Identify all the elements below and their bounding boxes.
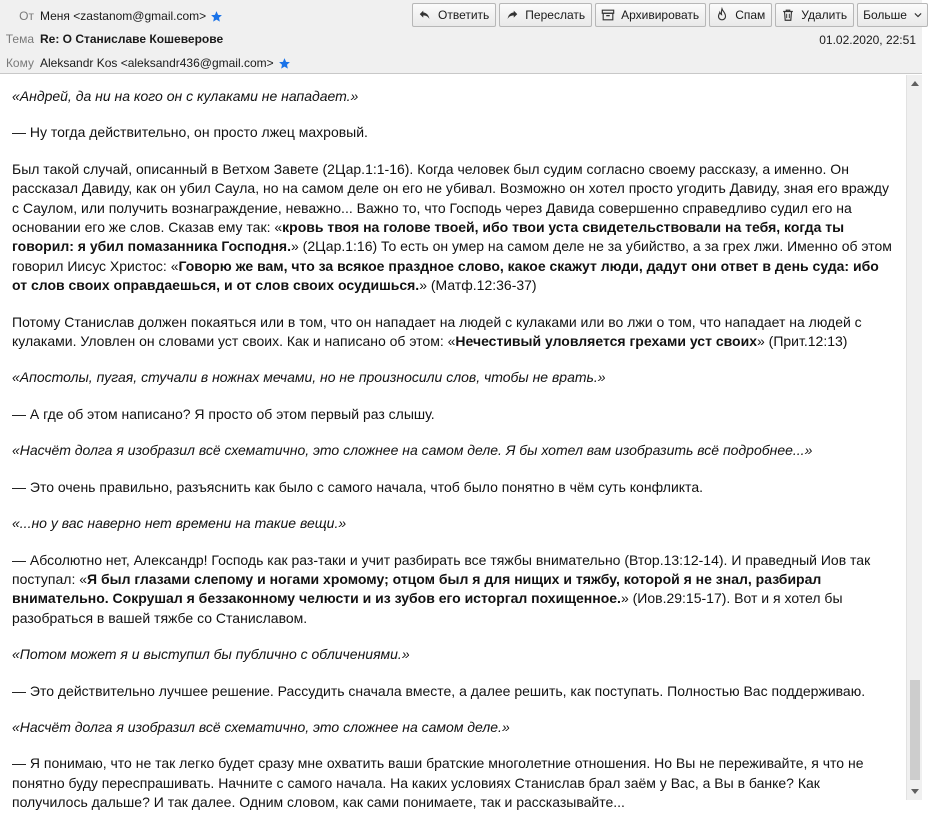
delete-button[interactable]	[775, 3, 854, 27]
quote-paragraph: «...но у вас наверно нет времени на такие вещи.»	[12, 515, 347, 532]
reply-paragraph: — А где об этом написано? Я просто об этом первый раз слышу.	[12, 405, 435, 422]
reply-button[interactable]	[412, 3, 496, 27]
forward-button[interactable]	[499, 3, 592, 27]
reply-paragraph: — Ну тогда действительно, он просто лжец махровый.	[12, 124, 368, 141]
flame-icon	[715, 8, 729, 22]
from-label: От	[19, 9, 34, 23]
forward-label: Переслать	[525, 8, 586, 22]
reply-paragraph: Потому Станислав должен покаяться или в том, что он нападает на людей с кулаками или во лжи о том, что нападает на людей с кулаками. Уловлен он словами уст своих. Как и написано об этом: «Нечестивый уловляется грехами уст своих» (Прит.12:13)	[12, 313, 862, 350]
reply-paragraph: — Я понимаю, что не так легко будет сразу мне охватить ваши братские многолетние отношения. Но Вы не переживайте, я что не понятно буду переспрашивать. Начните с самого начала. На каких условиях Станислав брал заём у Вас, а Вы в банке? Как получилось дальше? И так далее. Одним словом, как сами понимаете, так и рассказывайте...	[12, 755, 864, 811]
subject-value: Re: О Станиславе Кошеверове	[40, 32, 224, 46]
reply-paragraph: Был такой случай, описанный в Ветхом Завете (2Цар.1:1-16). Когда человек был судим согласно своему рассказу, а именно. Он рассказал Давиду, как он убил Саула, но на самом деле он его не убивал. Возможно он хотел просто угодить Давиду, зная его вражду с Саулом, или получить вознаграждение, неважно... Важно то, что Господь через Давида совершенно справедливо судил его на основании его же слов. Сказав ему так: «кровь твоя на голове твоей, ибо твои уста свидетельствовали на тебя, когда ты говорил: я убил помазанника Господня.» (2Цар.1:16) То есть он умер на самом деле не за убийство, а за грех лжи. Именно об этом говорил Иисус Христос: «Говорю же вам, что за всякое праздное слово, какое скажут люди, дадут они ответ в день суда: ибо от слов своих оправдаешься, и от слов своих осудишься.» (Матф.12:36-37)	[12, 160, 892, 294]
message-toolbar	[412, 3, 928, 27]
chevron-down-icon	[913, 10, 923, 20]
more-label: Больше	[863, 8, 907, 22]
vertical-scrollbar[interactable]	[906, 75, 922, 800]
archive-icon	[601, 8, 615, 22]
scroll-up-arrow-icon[interactable]	[907, 75, 923, 91]
spam-button[interactable]	[709, 3, 772, 27]
reply-icon	[418, 8, 432, 22]
trash-icon	[781, 8, 795, 22]
quote-paragraph: «Потом может я и выступил бы публично с обличениями.»	[12, 646, 410, 663]
to-row	[0, 53, 291, 73]
message-body	[0, 75, 906, 811]
quote-paragraph: «Насчёт долга я изобразил всё схематично, это сложнее на самом деле. Я бы хотел вам изобразить всё подробнее...»	[12, 442, 813, 459]
reply-paragraph: — Это действительно лучшее решение. Рассудить сначала вместе, а далее решить, как поступать. Полностью Вас поддерживаю.	[12, 682, 866, 699]
subject-label: Тема	[5, 32, 34, 46]
message-date: 01.02.2020, 22:51	[819, 33, 916, 47]
more-button[interactable]	[857, 3, 928, 27]
star-icon[interactable]	[278, 57, 291, 70]
delete-label: Удалить	[801, 8, 848, 22]
scrollbar-thumb[interactable]	[910, 680, 920, 780]
reply-paragraph: — Абсолютно нет, Александр! Господь как раз-таки и учит разбирать все тяжбы внимательно (Втор.13:12-14). И праведный Иов так поступал: «Я был глазами слепому и ногами хромому; отцом был я для нищих и тяжбу, которой я не знал, разбирал внимательно. Сокрушал я беззаконному челюсти и из зубов его исторгал похищенное.» (Иов.29:15-17). Вот и я хотел бы разобраться в вашей тяжбе со Станиславом.	[12, 551, 871, 626]
archive-button[interactable]	[595, 3, 706, 27]
quote-paragraph: «Апостолы, пугая, стучали в ножнах мечами, но не произносили слов, чтобы не врать.»	[12, 369, 606, 386]
to-label: Кому	[5, 56, 34, 70]
to-value[interactable]: Aleksandr Kos <aleksandr436@gmail.com>	[40, 56, 274, 70]
archive-label: Архивировать	[621, 8, 700, 22]
forward-icon	[505, 8, 519, 22]
message-header	[0, 0, 922, 74]
quote-paragraph: «Насчёт долга я изобразил всё схематично, это сложнее на самом деле.»	[12, 718, 510, 735]
quote-paragraph: «Андрей, да ни на кого он с кулаками не нападает.»	[12, 88, 359, 104]
star-icon[interactable]	[210, 10, 223, 23]
spam-label: Спам	[735, 8, 766, 22]
subject-row	[0, 29, 223, 49]
from-value[interactable]: Меня <zastanom@gmail.com>	[40, 9, 207, 23]
reply-paragraph: — Это очень правильно, разъяснить как было с самого начала, чтоб было понятно в чём суть конфликта.	[12, 478, 703, 495]
scroll-down-arrow-icon[interactable]	[907, 784, 923, 800]
reply-label: Ответить	[438, 8, 490, 22]
from-row	[0, 6, 223, 26]
